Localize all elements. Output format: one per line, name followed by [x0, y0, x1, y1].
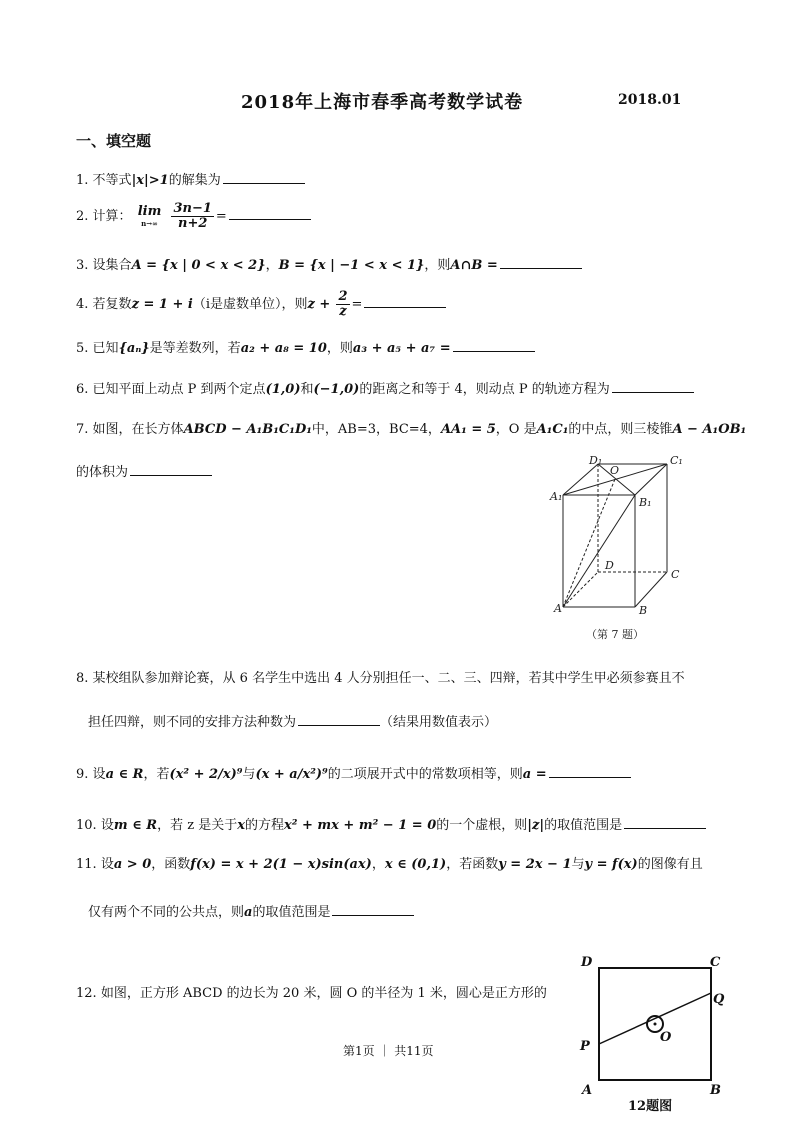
answer-blank — [453, 338, 535, 352]
label-D1: D₁ — [589, 454, 603, 467]
label-C: C — [671, 568, 680, 581]
q1-expression: |x|>1 — [131, 173, 169, 188]
label-A1: A₁ — [550, 490, 563, 503]
answer-blank — [364, 294, 446, 308]
label-B: B — [710, 1083, 721, 1098]
question-7-line2: 的体积为 — [76, 462, 212, 482]
answer-blank — [332, 902, 414, 916]
question-3: 3. 设集合A = {x | 0 < x < 2}，B = {x | −1 < x < 1}，则A∩B = — [76, 255, 582, 275]
question-6: 6. 已知平面上动点 P 到两个定点(1,0)和(−1,0)的距离之和等于 4，则动点 P 的轨迹方程为 — [76, 379, 694, 399]
question-7: 7. 如图，在长方体ABCD − A₁B₁C₁D₁中，AB=3，BC=4，AA₁ = 5，O 是A₁C₁的中点，则三棱锥A − A₁OB₁ — [76, 422, 747, 437]
answer-blank — [223, 170, 305, 184]
answer-blank — [624, 815, 706, 829]
label-Q: Q — [713, 992, 725, 1007]
question-9: 9. 设a ∈ R，若(x² + 2/x)⁹与(x + a/x²)⁹的二项展开式中的常数项相等，则a = — [76, 764, 631, 784]
question-10: 10. 设m ∈ R，若 z 是关于x的方程x² + mx + m² − 1 = 0的一个虚根，则|z|的取值范围是 — [76, 815, 706, 835]
answer-blank — [612, 379, 694, 393]
question-5: 5. 已知{aₙ}是等差数列，若a₂ + a₈ = 10，则a₃ + a₅ + a₇ = — [76, 338, 535, 358]
page-title: 2018年上海市春季高考数学试卷 — [241, 92, 524, 113]
answer-blank — [549, 764, 631, 778]
question-11: 11. 设a > 0，函数f(x) = x + 2(1 − x)sin(ax)，x ∈ (0,1)，若函数y = 2x − 1与y = f(x)的图像有且 — [76, 857, 703, 872]
page-footer: 第1页 ｜ 共11页 — [343, 1044, 434, 1058]
label-B1: B₁ — [639, 496, 652, 509]
answer-blank — [500, 255, 582, 269]
label-A: A — [554, 602, 562, 615]
question-2: 2. 计算： lim n→∞ $\frac{3n-1}{n+2}$ = — [76, 202, 311, 231]
label-O: O — [610, 464, 620, 477]
question-8-line2: 担任四辩，则不同的安排方法种数为 （结果用数值表示） — [88, 712, 497, 732]
label-C: C — [710, 955, 721, 970]
figure-7-cuboid — [548, 452, 688, 648]
question-11-line2: 仅有两个不同的公共点，则a的取值范围是 — [88, 902, 414, 922]
section-heading: 一、填空题 — [76, 132, 152, 150]
label-D: D — [605, 559, 614, 572]
question-12: 12. 如图，正方形 ABCD 的边长为 20 米，圆 O 的半径为 1 米，圆心是正方形的 — [76, 986, 547, 1001]
label-C1: C₁ — [670, 454, 683, 467]
figure-12-square — [572, 950, 732, 1116]
question-8: 8. 某校组队参加辩论赛，从 6 名学生中选出 4 人分别担任一、二、三、四辩，若其中学生甲必须参赛且不 — [76, 671, 685, 686]
figure-7-caption: （第 7 题） — [586, 628, 644, 641]
label-D: D — [581, 955, 593, 970]
question-1: 1. 不等式|x|>1的解集为 — [76, 170, 305, 190]
answer-blank — [298, 712, 380, 726]
answer-blank — [229, 206, 311, 220]
q2-fraction: $\frac{3n-1}{n+2}$ — [173, 201, 212, 231]
label-A: A — [582, 1083, 593, 1098]
label-B: B — [639, 604, 648, 617]
answer-blank — [130, 462, 212, 476]
label-P: P — [580, 1039, 590, 1054]
label-O: O — [660, 1030, 672, 1045]
question-4: 4. 若复数z = 1 + i（i是虚数单位），则z + $\frac{2}{z}$ = — [76, 290, 446, 319]
figure-12-caption: 12题图 — [628, 1099, 673, 1114]
exam-date: 2018.01 — [618, 92, 682, 108]
